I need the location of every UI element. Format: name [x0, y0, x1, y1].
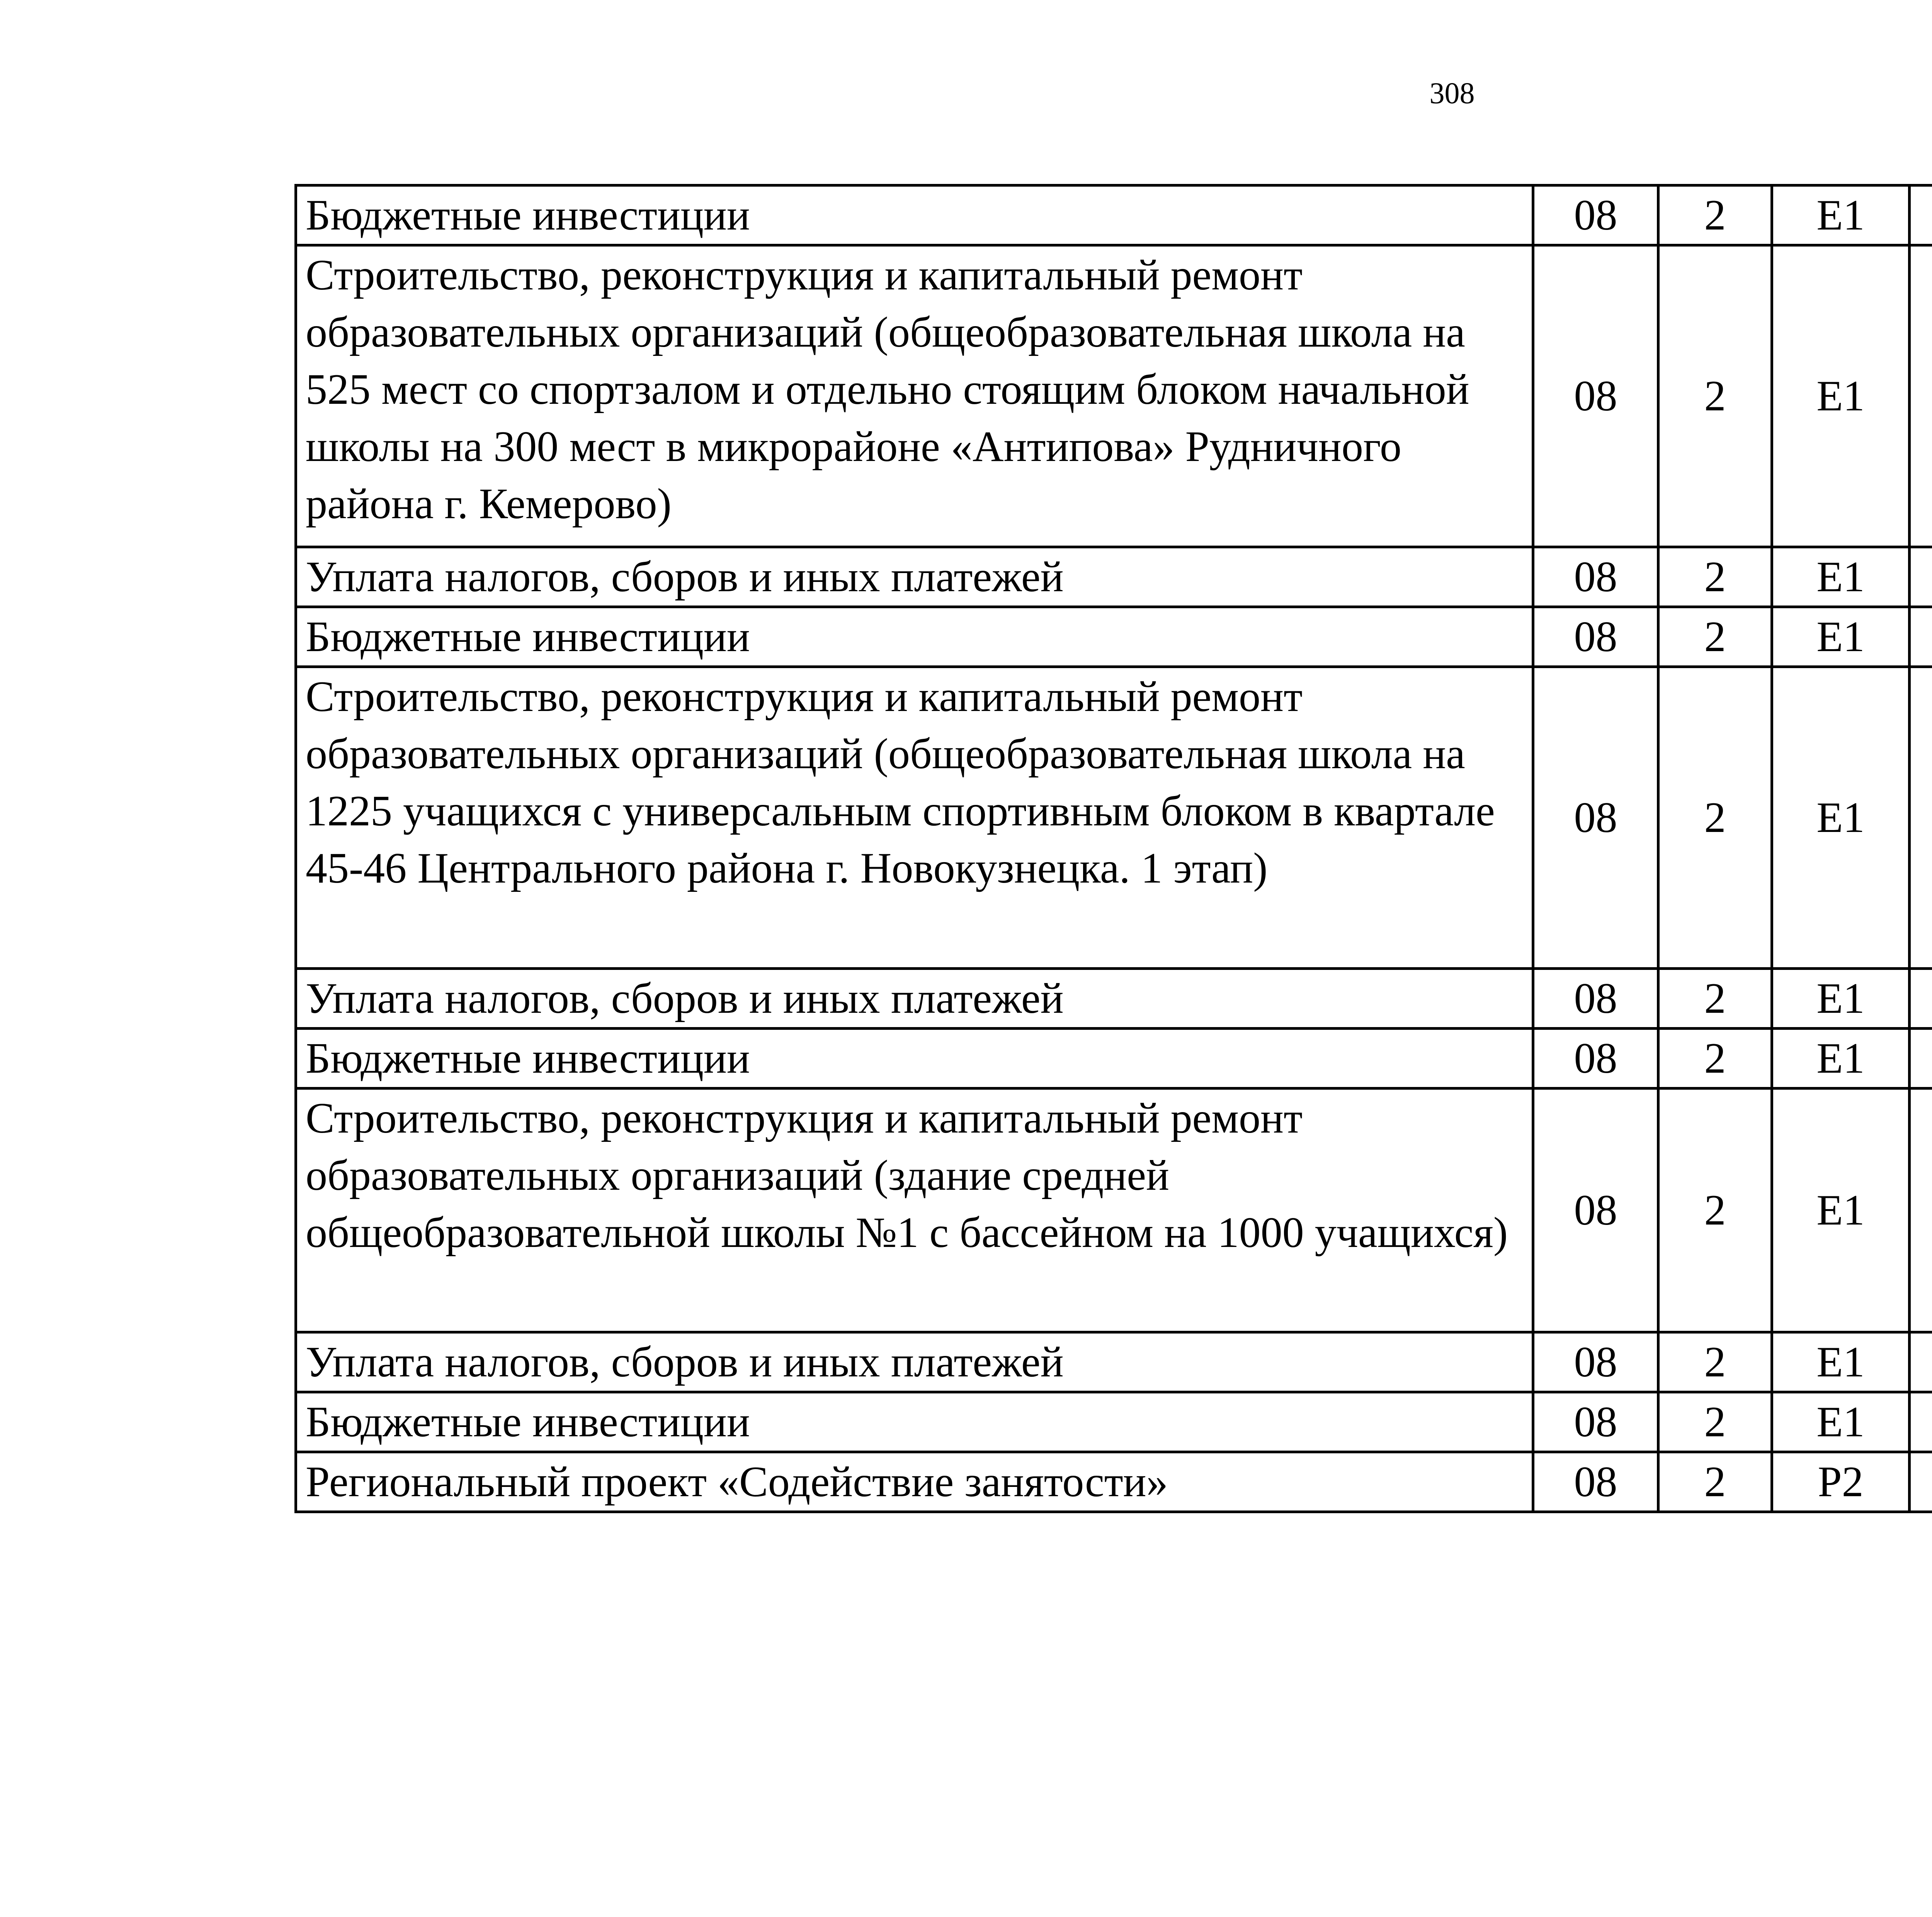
table-row: [296, 1029, 1932, 1089]
row-section: 08: [1533, 1089, 1658, 1332]
row-program: 2: [1658, 1452, 1772, 1512]
row-project: E1: [1772, 1089, 1910, 1332]
row-section: 08: [1533, 607, 1658, 667]
row-section: 08: [1533, 1029, 1658, 1089]
row-code: [1910, 667, 1932, 969]
row-program: 2: [1658, 1332, 1772, 1392]
row-program: 2: [1658, 607, 1772, 667]
row-project: E1: [1772, 607, 1910, 667]
row-name: Уплата налогов, сборов и иных платежей: [296, 1332, 1533, 1392]
row-code: [1910, 607, 1932, 667]
row-project: P2: [1772, 1452, 1910, 1512]
row-project: E1: [1772, 185, 1910, 245]
row-program: 2: [1658, 1392, 1772, 1452]
row-section: 08: [1533, 667, 1658, 969]
row-name: Уплата налогов, сборов и иных платежей: [296, 969, 1533, 1029]
row-name: Региональный проект «Содействие занятости»: [296, 1452, 1533, 1512]
row-code: [1910, 547, 1932, 607]
page-number: 308: [1429, 76, 1475, 110]
table-row: [296, 547, 1932, 607]
row-section: 08: [1533, 1392, 1658, 1452]
row-project: E1: [1772, 1332, 1910, 1392]
row-project: E1: [1772, 969, 1910, 1029]
table-row: [296, 1332, 1932, 1392]
row-section: 08: [1533, 185, 1658, 245]
row-project: E1: [1772, 547, 1910, 607]
row-project: E1: [1772, 245, 1910, 547]
row-project: E1: [1772, 667, 1910, 969]
row-code: [1910, 185, 1932, 245]
row-program: 2: [1658, 1029, 1772, 1089]
table-row: [296, 1392, 1932, 1452]
table-row: [296, 185, 1932, 245]
table-row: [296, 245, 1932, 547]
row-section: 08: [1533, 547, 1658, 607]
row-project: E1: [1772, 1029, 1910, 1089]
row-code: [1910, 969, 1932, 1029]
row-name: Бюджетные инвестиции: [296, 1029, 1533, 1089]
row-program: 2: [1658, 245, 1772, 547]
row-name: Уплата налогов, сборов и иных платежей: [296, 547, 1533, 607]
row-code: [1910, 245, 1932, 547]
row-name: Бюджетные инвестиции: [296, 185, 1533, 245]
row-section: 08: [1533, 245, 1658, 547]
row-name: Бюджетные инвестиции: [296, 1392, 1533, 1452]
row-name: Бюджетные инвестиции: [296, 607, 1533, 667]
row-section: 08: [1533, 1332, 1658, 1392]
table-row: [296, 607, 1932, 667]
row-program: 2: [1658, 667, 1772, 969]
row-program: 2: [1658, 547, 1772, 607]
row-section: 08: [1533, 1452, 1658, 1512]
table-row: [296, 1089, 1932, 1332]
row-project: E1: [1772, 1392, 1910, 1452]
row-program: 2: [1658, 185, 1772, 245]
row-program: 2: [1658, 969, 1772, 1029]
table-row: [296, 1452, 1932, 1512]
row-code: [1910, 1029, 1932, 1089]
row-name: Строительство, реконструкция и капитальный ремонт образовательных организаций (общеобразовательная школа на 1225 учащихся с универсальным спортивным блоком в квартале 45-46 Центрального района г. Новокузнецка. 1 этап): [296, 667, 1533, 969]
row-code: [1910, 1332, 1932, 1392]
row-name: Строительство, реконструкция и капитальный ремонт образовательных организаций (здание средней общеобразовательной школы №1 с бассейном на 1000 учащихся): [296, 1089, 1533, 1332]
row-code: [1910, 1452, 1932, 1512]
table-row: [296, 969, 1932, 1029]
budget-table: [294, 184, 1932, 1513]
row-code: [1910, 1089, 1932, 1332]
table-row: [296, 667, 1932, 969]
row-name: Строительство, реконструкция и капитальный ремонт образовательных организаций (общеобразовательная школа на 525 мест со спортзалом и отдельно стоящим блоком начальной школы на 300 мест в микрорайоне «Антипова» Рудничного района г. Кемерово): [296, 245, 1533, 547]
row-code: [1910, 1392, 1932, 1452]
row-section: 08: [1533, 969, 1658, 1029]
row-program: 2: [1658, 1089, 1772, 1332]
